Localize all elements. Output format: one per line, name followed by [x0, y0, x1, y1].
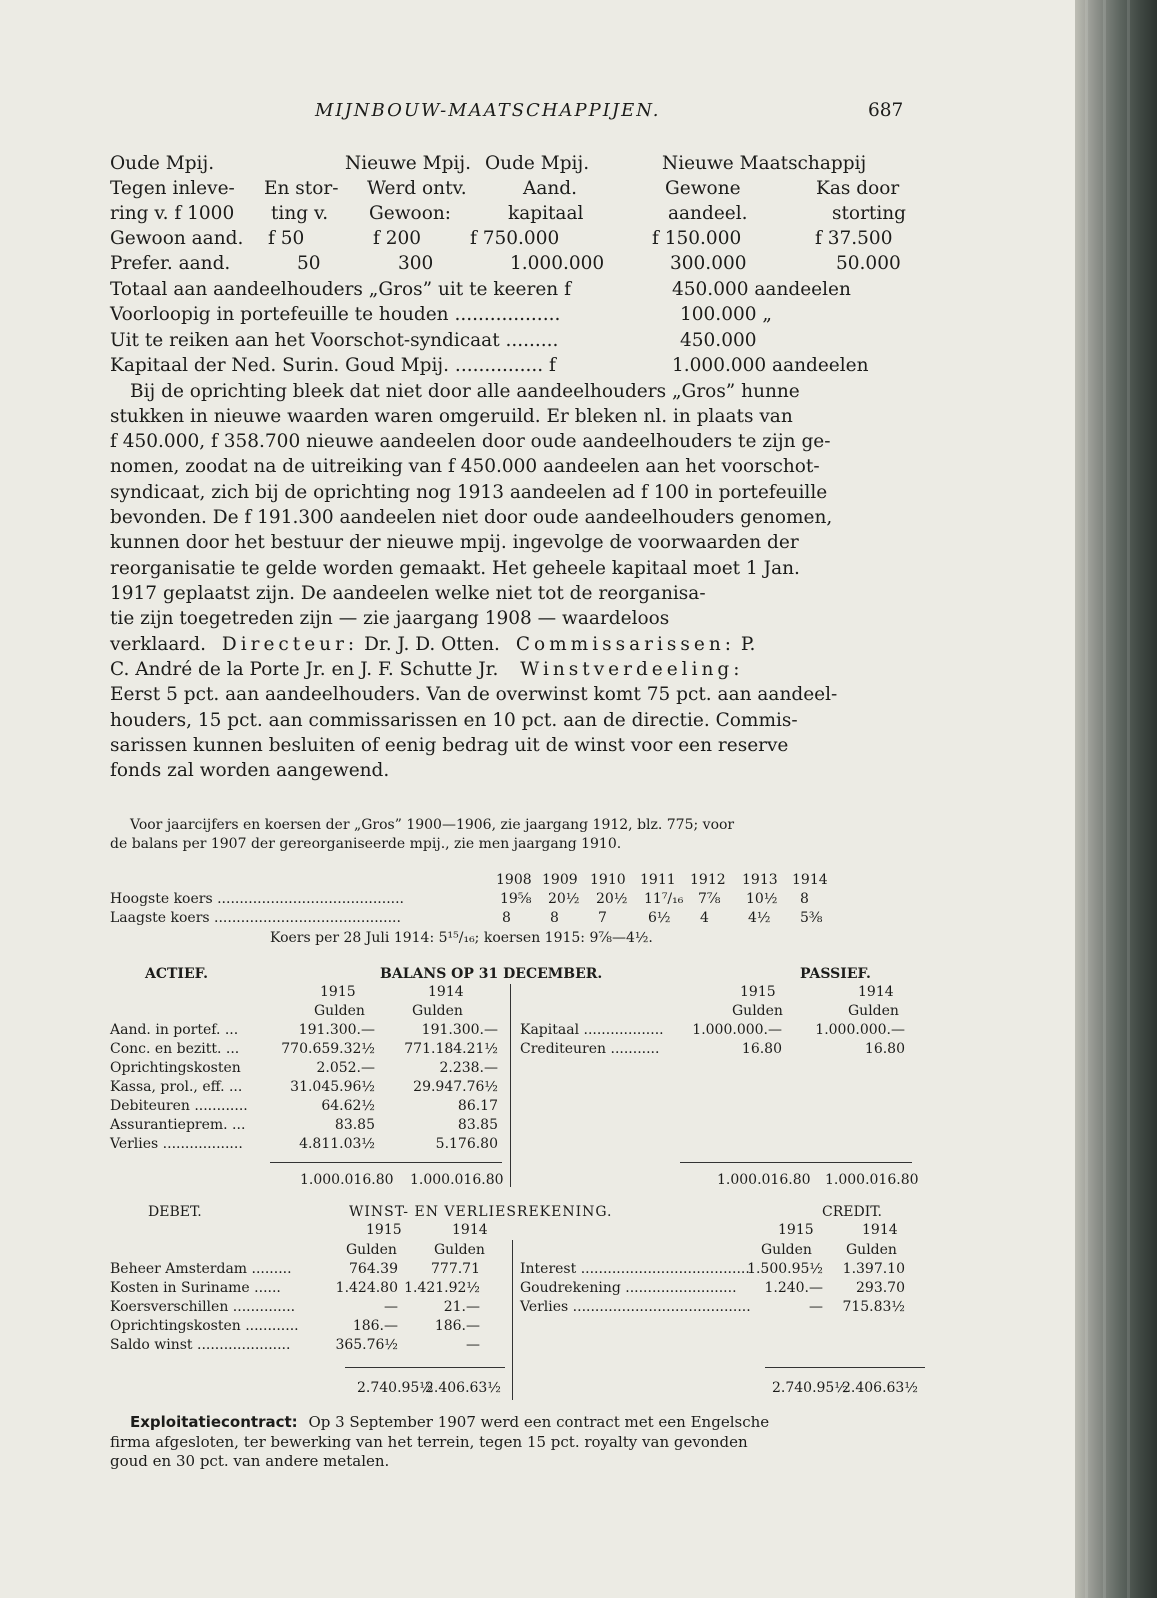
- cell: 4.811.03½: [299, 1136, 375, 1152]
- row-label: Verlies ........................................: [520, 1299, 751, 1315]
- cell: 4: [700, 910, 709, 926]
- total: 1.000.016.80: [825, 1172, 919, 1188]
- debet-title: DEBET.: [148, 1204, 202, 1220]
- row-label: Assurantieprem. ...: [110, 1117, 246, 1133]
- total-rule: [270, 1162, 502, 1163]
- col-head: Aand.: [523, 178, 578, 199]
- row-label: Gewoon aand.: [110, 228, 244, 249]
- book-spine: [1075, 0, 1157, 1598]
- row-label: Oprichtingskosten ............: [110, 1318, 299, 1334]
- cell: 300: [398, 253, 434, 274]
- cell: 1.000.000: [510, 253, 605, 274]
- cell: 5⅜: [800, 910, 823, 926]
- year: 1911: [640, 872, 676, 888]
- row-label: Oprichtingskosten: [110, 1060, 241, 1076]
- text-line: [110, 659, 744, 680]
- row-label: Kosten in Suriname ......: [110, 1280, 281, 1296]
- text-line: tie zijn toegetreden zijn — zie jaargang 1908 — waardeloos: [110, 608, 670, 629]
- cell: 50: [297, 253, 321, 274]
- text-fragment: P.: [740, 634, 756, 655]
- col-head: Nieuwe Mpij.: [345, 153, 471, 174]
- cell: 8: [550, 910, 559, 926]
- cell: 1.240.—: [764, 1280, 823, 1296]
- col-head: Kas door: [816, 178, 900, 199]
- cell: 11⁷/₁₆: [644, 891, 684, 907]
- cell: 764.39: [349, 1261, 398, 1277]
- cell: 5.176.80: [435, 1136, 498, 1152]
- col-head: storting: [832, 203, 907, 224]
- cell: 8: [800, 891, 809, 907]
- total: 1.000.016.80: [717, 1172, 811, 1188]
- row-label: Kassa, prol., eff. ...: [110, 1079, 243, 1095]
- col-head: Werd ontv.: [367, 178, 467, 199]
- summary-value: 100.000 „: [680, 304, 772, 325]
- col-head: En stor-: [264, 178, 339, 199]
- cell: 293.70: [856, 1280, 905, 1296]
- cell: 86.17: [457, 1098, 498, 1114]
- row-label: Prefer. aand.: [110, 253, 231, 274]
- row-label: Aand. in portef. ...: [110, 1022, 239, 1038]
- cell: 21.—: [443, 1299, 480, 1315]
- cell: 64.62½: [321, 1098, 375, 1114]
- cell: f 50: [268, 228, 305, 249]
- cell: 1.424.80: [335, 1280, 398, 1296]
- actief-title: ACTIEF.: [145, 966, 209, 982]
- unit: Gulden: [761, 1242, 812, 1258]
- director-label: Directeur:: [221, 634, 359, 655]
- unit: Gulden: [846, 1242, 897, 1258]
- credit-title: CREDIT.: [822, 1204, 882, 1220]
- text-fragment: C. André de la Porte Jr. en J. F. Schutte Jr.: [110, 659, 499, 680]
- note-line: de balans per 1907 der gereorganiseerde mpij., zie men jaargang 1910.: [110, 836, 622, 852]
- koers-footer: Koers per 28 Juli 1914: 5¹⁵/₁₆; koersen 1915: 9⅞—4½.: [270, 930, 653, 946]
- unit: Gulden: [848, 1003, 899, 1019]
- row-label: Conc. en bezitt. ...: [110, 1041, 240, 1057]
- cell: 6½: [648, 910, 671, 926]
- cell: 2.238.—: [439, 1060, 498, 1076]
- row-label: Hoogste koers ..........................................: [110, 891, 405, 907]
- col-head: ting v.: [271, 203, 329, 224]
- commissioners-label: Commissarissen:: [515, 634, 735, 655]
- cell: f 750.000: [470, 228, 560, 249]
- cell: 770.659.32½: [281, 1041, 375, 1057]
- text-line: Eerst 5 pct. aan aandeelhouders. Van de overwinst komt 75 pct. aan aandeel-: [110, 684, 838, 705]
- director-name: Dr. J. D. Otten.: [364, 634, 500, 655]
- text-line: reorganisatie te gelde worden gemaakt. Het geheele kapitaal moet 1 Jan.: [110, 558, 800, 579]
- row-label: Crediteuren ...........: [520, 1041, 660, 1057]
- cell: f 150.000: [652, 228, 742, 249]
- text-line: stukken in nieuwe waarden waren omgeruild. Er bleken nl. in plaats van: [110, 406, 793, 427]
- row-label: Laagste koers ..........................................: [110, 910, 401, 926]
- year: 1915: [320, 984, 356, 1000]
- year: 1913: [742, 872, 778, 888]
- col-head: Gewone: [665, 178, 741, 199]
- cell: 715.83½: [842, 1299, 905, 1315]
- cell: 1.000.000.—: [692, 1022, 782, 1038]
- passief-title: PASSIEF.: [800, 966, 871, 982]
- page-number: 687: [868, 100, 904, 121]
- cell: 50.000: [836, 253, 901, 274]
- cell: 29.947.76½: [413, 1079, 498, 1095]
- unit: Gulden: [346, 1242, 397, 1258]
- year: 1914: [858, 984, 894, 1000]
- running-header: MIJNBOUW-MAATSCHAPPIJEN.: [315, 100, 661, 121]
- cell: 186.—: [352, 1318, 398, 1334]
- row-label: Debiteuren ............: [110, 1098, 248, 1114]
- row-label: Koersverschillen ..............: [110, 1299, 296, 1315]
- year: 1915: [740, 984, 776, 1000]
- unit: Gulden: [412, 1003, 463, 1019]
- cell: —: [466, 1337, 480, 1353]
- year: 1914: [428, 984, 464, 1000]
- cell: 31.045.96½: [290, 1079, 375, 1095]
- cell: f 200: [373, 228, 422, 249]
- winst-label: Winstverdeeling:: [520, 659, 744, 680]
- year: 1915: [366, 1222, 402, 1238]
- year: 1914: [862, 1222, 898, 1238]
- note-line: Voor jaarcijfers en koersen der „Gros” 1900—1906, zie jaargang 1912, blz. 775; voor: [130, 817, 735, 833]
- column-divider: [512, 1240, 513, 1400]
- summary-label: Voorloopig in portefeuille te houden ..................: [110, 304, 561, 325]
- text-line: f 450.000, f 358.700 nieuwe aandeelen door oude aandeelhouders te zijn ge-: [110, 431, 831, 452]
- cell: 365.76½: [335, 1337, 398, 1353]
- spine-ridge: [1127, 0, 1130, 1598]
- total: 1.000.016.80: [300, 1172, 394, 1188]
- cell: —: [809, 1299, 823, 1315]
- cell: 20½: [548, 891, 580, 907]
- year: 1908: [496, 872, 532, 888]
- text-line: firma afgesloten, ter bewerking van het terrein, tegen 15 pct. royalty van gevonden: [110, 1433, 748, 1451]
- year: 1912: [690, 872, 726, 888]
- col-head: Gewoon:: [369, 203, 451, 224]
- cell: 191.300.—: [298, 1022, 375, 1038]
- year: 1914: [452, 1222, 488, 1238]
- cell: —: [384, 1299, 398, 1315]
- text-line: bevonden. De f 191.300 aandeelen niet door oude aandeelhouders genomen,: [110, 507, 833, 528]
- total: 2.406.63½: [842, 1380, 918, 1396]
- total: 1.000.016.80: [410, 1172, 504, 1188]
- cell: 777.71: [431, 1261, 480, 1277]
- unit: Gulden: [732, 1003, 783, 1019]
- cell: 1.421.92½: [404, 1280, 480, 1296]
- total-rule: [680, 1162, 912, 1163]
- text-line: Bij de oprichting bleek dat niet door alle aandeelhouders „Gros” hunne: [130, 381, 800, 402]
- summary-label: Kapitaal der Ned. Surin. Goud Mpij. ............... f: [110, 355, 556, 376]
- cell: 7: [598, 910, 607, 926]
- text-line: goud en 30 pct. van andere metalen.: [110, 1452, 390, 1470]
- row-label: Goudrekening .........................: [520, 1280, 737, 1296]
- summary-label: Totaal aan aandeelhouders „Gros” uit te keeren f: [110, 279, 571, 300]
- summary-value: 450.000: [680, 330, 757, 351]
- text-line: [110, 634, 755, 655]
- row-label: Saldo winst .....................: [110, 1337, 291, 1353]
- total-rule: [345, 1367, 505, 1368]
- col-head: Oude Mpij.: [485, 153, 590, 174]
- unit: Gulden: [314, 1003, 365, 1019]
- summary-label: Uit te reiken aan het Voorschot-syndicaat .........: [110, 330, 559, 351]
- col-head: Oude Mpij.: [110, 153, 215, 174]
- row-label: Verlies ..................: [110, 1136, 243, 1152]
- row-label: Kapitaal ..................: [520, 1022, 664, 1038]
- cell: f 37.500: [815, 228, 893, 249]
- text-line: nomen, zoodat na de uitreiking van f 450.000 aandeelen aan het voorschot-: [110, 456, 820, 477]
- summary-value: 450.000 aandeelen: [672, 279, 851, 300]
- text-fragment: Op 3 September 1907 werd een contract met een Engelsche: [308, 1413, 770, 1431]
- cell: 10½: [746, 891, 778, 907]
- unit: Gulden: [434, 1242, 485, 1258]
- total: 2.740.95½: [772, 1380, 848, 1396]
- year: 1909: [542, 872, 578, 888]
- total: 2.740.95½: [357, 1380, 433, 1396]
- col-head: ring v. f 1000: [110, 203, 235, 224]
- col-head: Nieuwe Maatschappij: [662, 153, 867, 174]
- cell: 300.000: [670, 253, 747, 274]
- cell: 2.052.—: [316, 1060, 375, 1076]
- total: 2.406.63½: [425, 1380, 501, 1396]
- row-label: Interest ......................................: [520, 1261, 750, 1277]
- text-line: sarissen kunnen besluiten of eenig bedrag uit de winst voor een reserve: [110, 735, 789, 756]
- cell: 7⅞: [698, 891, 721, 907]
- spine-ridge: [1103, 0, 1106, 1598]
- cell: 8: [502, 910, 511, 926]
- total-rule: [765, 1367, 925, 1368]
- cell: 16.80: [864, 1041, 905, 1057]
- cell: 191.300.—: [421, 1022, 498, 1038]
- balance-title: BALANS OP 31 DECEMBER.: [380, 966, 603, 982]
- cell: 16.80: [741, 1041, 782, 1057]
- text-line: houders, 15 pct. aan commissarissen en 10 pct. aan de directie. Commis-: [110, 710, 798, 731]
- text-line: fonds zal worden aangewend.: [110, 760, 390, 781]
- text-line: syndicaat, zich bij de oprichting nog 1913 aandeelen ad f 100 in portefeuille: [110, 482, 828, 503]
- cell: 186.—: [434, 1318, 480, 1334]
- cell: 771.184.21½: [404, 1041, 498, 1057]
- year: 1910: [590, 872, 626, 888]
- col-head: kapitaal: [508, 203, 584, 224]
- text-fragment: verklaard.: [110, 634, 206, 655]
- spine-ridge: [1085, 0, 1088, 1598]
- year: 1915: [778, 1222, 814, 1238]
- cell: 19⅝: [500, 891, 532, 907]
- year: 1914: [792, 872, 828, 888]
- cell: 83.85: [457, 1117, 498, 1133]
- cell: 20½: [596, 891, 628, 907]
- text-line: [130, 1413, 769, 1431]
- summary-value: 1.000.000 aandeelen: [672, 355, 869, 376]
- text-line: 1917 geplaatst zijn. De aandeelen welke niet tot de reorganisa-: [110, 583, 706, 604]
- col-head: aandeel.: [668, 203, 748, 224]
- exploitatie-label: Exploitatiecontract:: [130, 1413, 298, 1431]
- text-line: kunnen door het bestuur der nieuwe mpij. ingevolge de voorwaarden der: [110, 532, 799, 553]
- winst-title: WINST- EN VERLIESREKENING.: [349, 1204, 613, 1220]
- cell: 83.85: [334, 1117, 375, 1133]
- col-head: Tegen inleve-: [110, 178, 235, 199]
- cell: 1.500.95½: [747, 1261, 823, 1277]
- column-divider: [510, 984, 511, 1187]
- row-label: Beheer Amsterdam .........: [110, 1261, 292, 1277]
- cell: 1.000.000.—: [815, 1022, 905, 1038]
- cell: 4½: [748, 910, 771, 926]
- cell: 1.397.10: [842, 1261, 905, 1277]
